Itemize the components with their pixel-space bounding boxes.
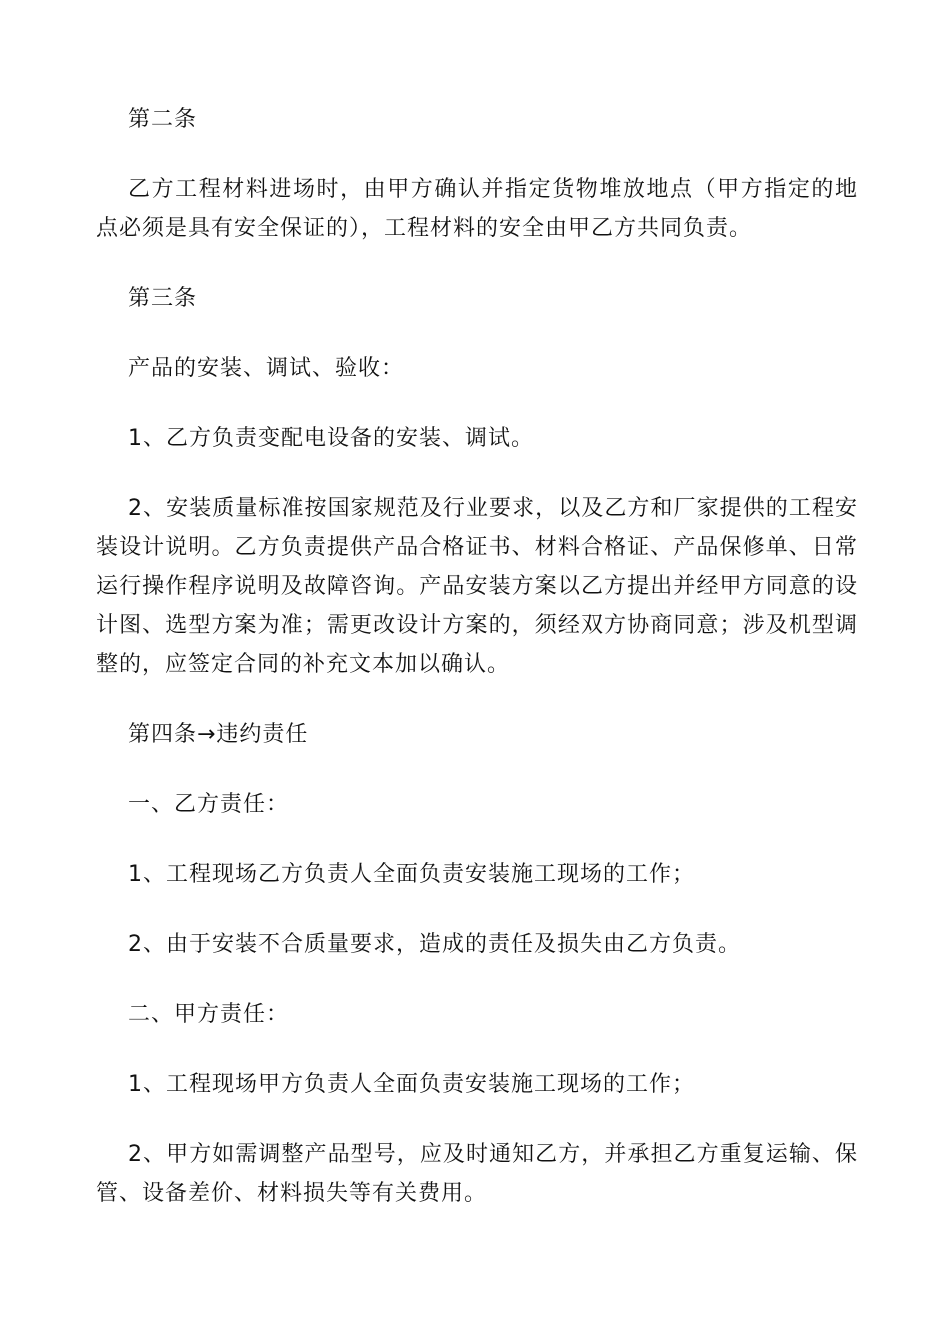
article-3-item-1: 1、乙方负责变配电设备的安装、调试。 bbox=[128, 426, 534, 451]
article-3-intro: 产品的安装、调试、验收： bbox=[128, 356, 405, 381]
article-4-heading: 第四条→违约责任 bbox=[128, 722, 309, 747]
article-2-heading: 第二条 bbox=[128, 107, 198, 132]
party-a-item-1: 1、工程现场甲方负责人全面负责安装施工现场的工作； bbox=[128, 1072, 695, 1097]
party-b-item-1: 1、工程现场乙方负责人全面负责安装施工现场的工作； bbox=[128, 862, 695, 887]
party-a-heading: 二、甲方责任： bbox=[128, 1002, 290, 1027]
party-a-item-2: 2、甲方如需调整产品型号，应及时通知乙方，并承担乙方重复运输、保管、设备差价、材料损失等有关费用。 bbox=[96, 1142, 858, 1206]
party-b-heading: 一、乙方责任： bbox=[128, 792, 290, 817]
article-2-body: 乙方工程材料进场时，由甲方确认并指定货物堆放地点（甲方指定的地点必须是具有安全保证的），工程材料的安全由甲乙方共同负责。 bbox=[96, 177, 858, 241]
article-3-heading: 第三条 bbox=[128, 286, 198, 311]
article-3-item-2: 2、安装质量标准按国家规范及行业要求，以及乙方和厂家提供的工程安装设计说明。乙方负责提供产品合格证书、材料合格证、产品保修单、日常运行操作程序说明及故障咨询。产品安装方案以乙方提出并经甲方同意的设计图、选型方案为准；需更改设计方案的，须经双方协商同意；涉及机型调整的，应签定合同的补充文本加以确认。 bbox=[96, 496, 858, 677]
party-b-item-2: 2、由于安装不合质量要求，造成的责任及损失由乙方负责。 bbox=[128, 932, 741, 957]
document-body bbox=[96, 100, 858, 1244]
